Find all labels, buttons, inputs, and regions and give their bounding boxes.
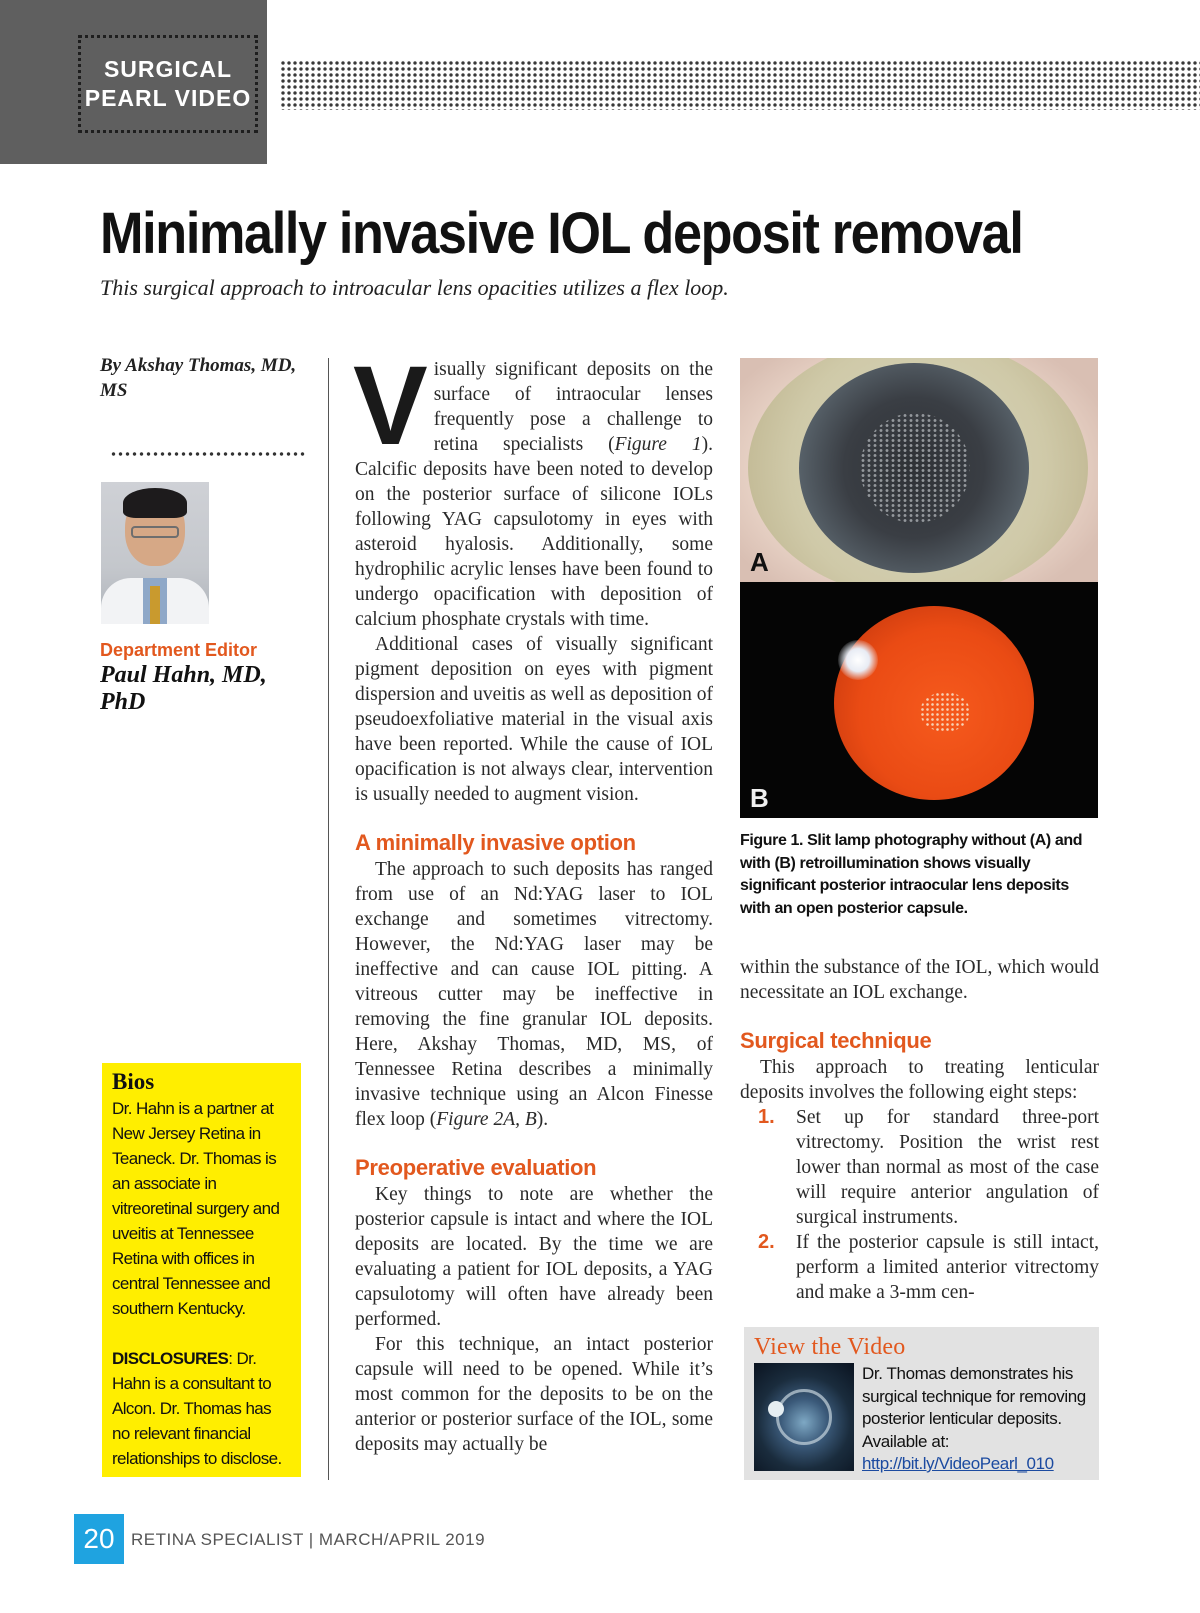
video-description: Dr. Thomas demonstrates his surgical technique for removing posterior lenticular deposits. Available at:: [862, 1364, 1086, 1451]
body-paragraph-6: within the substance of the IOL, which would necessitate an IOL exchange.: [740, 957, 1099, 1003]
list-item: [740, 1105, 1099, 1230]
dotted-divider: [110, 451, 305, 457]
figure-label-a: A: [750, 547, 769, 577]
body-text: ). Calcific deposits have been noted to develop on the posterior surface of silicone IOLs following YAG capsulotomy in eyes with asteroid hyalosis. Additionally, some hydrophilic acrylic lenses have been found to undergo opacification with deposition of calcium phosphate crystals with time.: [355, 434, 713, 630]
section-badge-frame: [78, 35, 258, 133]
bios-title: Bios: [112, 1069, 155, 1094]
body-paragraph-2: Additional cases of visually significant pigment deposition on eyes with pigment dispersion and uveitis as well as deposition of pseudoexfoliative material in the visual axis have been reported. While the cause of IOL opacification is not always clear, intervention is usually needed to augment vision.: [355, 634, 713, 805]
footer-publication: RETINA SPECIALIST | MARCH/APRIL 2019: [131, 1530, 486, 1549]
figure-1b-retroillumination-photo: [740, 582, 1098, 818]
bios-text: Dr. Hahn is a partner at New Jersey Retina in Teaneck. Dr. Thomas is an associate in vitreoretinal surgery and uveitis at Tennessee Retina with offices in central Tennessee and southern Kentucky.: [112, 1099, 280, 1318]
disclosures-label: DISCLOSURES: [112, 1349, 229, 1368]
department-editor-name: Paul Hahn, MD, PhD: [100, 662, 267, 715]
step-number: 2.: [758, 1231, 775, 1253]
video-callout-title: View the Video: [754, 1334, 906, 1360]
column-divider: [328, 358, 329, 1480]
body-paragraph-1: [353, 343, 713, 632]
article-subtitle: This surgical approach to introacular lens opacities utilizes a flex loop.: [100, 275, 729, 300]
figure-reference: Figure 2A, B: [436, 1109, 537, 1130]
department-editor-label: Department Editor: [100, 640, 258, 660]
video-callout-box: [744, 1327, 1099, 1480]
section-badge-line1: SURGICAL: [103, 56, 233, 82]
body-paragraph-3: [355, 857, 713, 1132]
subhead-minimally-invasive-option: A minimally invasive option: [355, 830, 636, 855]
drop-cap: V: [353, 343, 428, 468]
figure-caption: Figure 1. Slit lamp photography without (A) and with (B) retroillumination shows visually significant posterior intraocular lens deposits with an open posterior capsule.: [740, 832, 1083, 917]
video-callout-text: [862, 1363, 1092, 1476]
figure-label-b: B: [750, 783, 769, 813]
section-badge-line2: PEARL VIDEO: [84, 85, 252, 111]
subhead-surgical-technique: Surgical technique: [740, 1028, 932, 1053]
disclosures-text: : Dr. Hahn is a consultant to Alcon. Dr. Thomas has no relevant financial relationships to disclose.: [112, 1349, 282, 1468]
body-paragraph-5: For this technique, an intact posterior capsule will need to be opened. While it’s most common for the deposits to be on the anterior or posterior surface of the IOL, some deposits may actually be: [355, 1334, 713, 1455]
article-title: Minimally invasive IOL deposit removal: [100, 201, 1023, 266]
byline: By Akshay Thomas, MD, MS: [100, 355, 297, 401]
body-text: isually significant deposits on the surface of intraocular lenses frequently pose a challenge to retina specialists (: [433, 359, 713, 455]
body-text: The approach to such deposits has ranged from use of an Nd:YAG laser to IOL exchange and sometimes vitrectomy. However, the Nd:YAG laser may be ineffective and can cause IOL pitting. A vitreous cutter may be ineffective in removing the fine granular IOL deposits. Here, Akshay Thomas, MD, MS, of Tennessee Retina describes a minimally invasive technique using an Alcon Finesse flex loop (: [355, 859, 713, 1130]
article-body-column-1: [353, 343, 713, 1457]
figure-1a-eye-photo: [740, 358, 1098, 582]
body-paragraph-7: This approach to treating lenticular deposits involves the following eight steps:: [740, 1057, 1099, 1103]
body-text: ).: [536, 1109, 549, 1130]
subhead-preoperative-evaluation: Preoperative evaluation: [355, 1155, 597, 1180]
body-paragraph-4: Key things to note are whether the posterior capsule is intact and where the IOL deposits are located. By the time we are evaluating a patient for IOL deposits, a YAG capsulotomy will often have already been performed.: [355, 1184, 713, 1330]
article-body-column-2: [740, 955, 1099, 1305]
bios-box: [102, 1063, 301, 1477]
video-link[interactable]: http://bit.ly/VideoPearl_010: [862, 1454, 1054, 1473]
figure-reference: Figure 1: [614, 434, 702, 455]
video-thumbnail[interactable]: [754, 1363, 854, 1471]
step-number: 1.: [758, 1106, 775, 1128]
step-text: If the posterior capsule is still intact, perform a limited anterior vitrectomy and make a 3-mm cen-: [796, 1232, 1099, 1303]
editor-photo: [101, 482, 209, 624]
list-item: [740, 1230, 1099, 1305]
section-badge: [0, 0, 267, 164]
dotted-header-band: [280, 60, 1200, 110]
step-text: Set up for standard three-port vitrectomy. Position the wrist rest lower than normal as most of the case will require anterior angulation of surgical instruments.: [796, 1107, 1099, 1228]
disclosures-paragraph: [112, 1346, 291, 1471]
page-number: 20: [74, 1514, 124, 1564]
